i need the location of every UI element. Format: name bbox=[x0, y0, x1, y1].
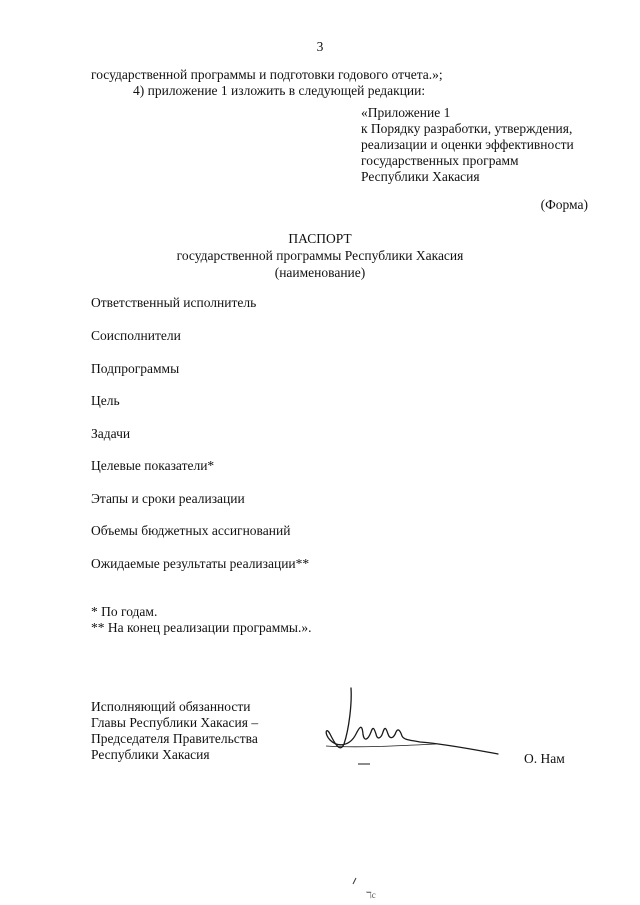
position-line: Исполняющий обязанности bbox=[91, 699, 251, 714]
passport-title-block bbox=[0, 230, 640, 281]
page-number: 3 bbox=[316, 39, 324, 54]
field-expected-results: Ожидаемые результаты реализации** bbox=[91, 556, 310, 571]
field-subprograms: Подпрограммы bbox=[91, 361, 180, 376]
appendix-header bbox=[361, 104, 574, 184]
field-co-executors: Соисполнители bbox=[91, 328, 181, 343]
position-line: Республики Хакасия bbox=[91, 747, 210, 762]
field-responsible-executor: Ответственный исполнитель bbox=[91, 295, 257, 310]
appendix-line: к Порядку разработки, утверждения, bbox=[361, 121, 573, 136]
scan-artifact-text: ℸc bbox=[366, 890, 376, 900]
signatory-name: О. Нам bbox=[524, 751, 565, 766]
field-budget-allocations: Объемы бюджетных ассигнований bbox=[91, 523, 291, 538]
intro-line-1: государственной программы и подготовки годового отчета.»; bbox=[91, 67, 443, 82]
footnotes bbox=[91, 603, 311, 635]
appendix-line: «Приложение 1 bbox=[361, 105, 451, 120]
passport-title: ПАСПОРТ bbox=[288, 231, 352, 246]
passport-subtitle: государственной программы Республики Хакасия bbox=[176, 248, 464, 263]
field-stages-timing: Этапы и сроки реализации bbox=[91, 491, 245, 506]
passport-name-placeholder: (наименование) bbox=[274, 265, 366, 280]
footnote: * По годам. bbox=[91, 604, 158, 619]
field-target-indicators: Целевые показатели* bbox=[91, 458, 215, 473]
appendix-line: реализации и оценки эффективности bbox=[361, 137, 574, 152]
handwritten-signature bbox=[316, 684, 506, 774]
form-label: (Форма) bbox=[540, 197, 588, 212]
intro-line-2: 4) приложение 1 изложить в следующей редакции: bbox=[133, 83, 426, 98]
signatory-position bbox=[91, 698, 258, 762]
field-goal: Цель bbox=[91, 393, 120, 408]
footnote: ** На конец реализации программы.». bbox=[91, 620, 312, 635]
appendix-line: государственных программ bbox=[361, 153, 519, 168]
appendix-line: Республики Хакасия bbox=[361, 169, 480, 184]
field-tasks: Задачи bbox=[91, 426, 131, 441]
scan-artifact bbox=[346, 876, 386, 900]
position-line: Главы Республики Хакасия – bbox=[91, 715, 259, 730]
position-line: Председателя Правительства bbox=[91, 731, 258, 746]
